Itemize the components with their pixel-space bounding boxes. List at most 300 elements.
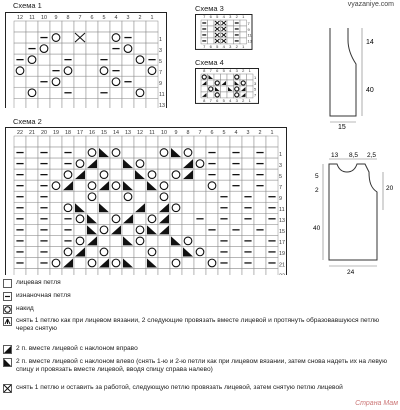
- chart-cell: [74, 87, 86, 98]
- column-number: 3: [235, 68, 238, 73]
- right-slant-decrease-icon: [3, 345, 12, 354]
- chart-cell: [122, 246, 134, 257]
- chart-cell: [146, 202, 158, 213]
- chart-cell: [86, 43, 98, 54]
- legend-text-k2tog-left: 2 п. вместе лицевой с наклоном влево (снять 1-ю и 2-ю петли как при лицевом вязании, затем снова надеть их на левую спицу и провязать вместе лицевой, вводя спицу справа налево): [16, 358, 388, 373]
- chart-cell: [254, 235, 266, 246]
- chart-cell: [208, 20, 215, 26]
- column-number: 1: [150, 15, 154, 21]
- column-number: 5: [222, 97, 225, 103]
- chart-cell: [122, 98, 134, 108]
- chart-cell: [158, 169, 170, 180]
- column-number: 1: [242, 14, 245, 19]
- column-number: 21: [29, 130, 35, 136]
- chart-cell: [247, 86, 254, 92]
- scheme-4-title: Схема 4: [195, 58, 224, 67]
- chart-cell: [242, 268, 254, 275]
- chart-cell: [26, 169, 38, 180]
- chart-cell: [50, 202, 62, 213]
- legend-text-yarn-over: накид: [16, 305, 34, 312]
- chart-cell: [86, 169, 98, 180]
- row-number: 7: [159, 69, 162, 76]
- chart-cell: [158, 257, 170, 268]
- row-number: 3: [279, 162, 282, 169]
- chart-cell: [230, 257, 242, 268]
- chart-cell: [26, 147, 38, 158]
- row-number: 5: [159, 58, 162, 65]
- chart-cell: [158, 235, 170, 246]
- chart-cell: [134, 147, 146, 158]
- chart-cell: [14, 136, 26, 147]
- chart-cell: [74, 65, 86, 76]
- column-number: 11: [149, 130, 155, 136]
- chart-cell: [86, 76, 98, 87]
- column-number: 7: [209, 97, 212, 103]
- row-number: 19: [279, 251, 285, 258]
- chart-cell: [254, 136, 266, 147]
- garment-outline-1: [318, 20, 378, 130]
- row-number: 13: [159, 103, 165, 108]
- row-number: 1: [159, 36, 162, 43]
- chart-cell: [86, 246, 98, 257]
- chart-cell: [98, 191, 110, 202]
- chart-cell: [214, 74, 221, 80]
- chart-cell: [110, 169, 122, 180]
- chart-cell: [134, 32, 146, 43]
- chart-cell: [254, 257, 266, 268]
- column-number: 7: [203, 14, 206, 19]
- legend-text-double-decrease: снять 1 петлю как при лицевом вязании, 2 следующие провязать вместе лицевой и протянуть образовавшуюся петлю через снятую: [16, 317, 380, 332]
- chart-cell: [146, 235, 158, 246]
- column-number: 19: [53, 130, 59, 136]
- chart-cell: [218, 136, 230, 147]
- chart-cell: [254, 202, 266, 213]
- chart-cell: [26, 235, 38, 246]
- column-number: 1: [248, 97, 251, 103]
- chart-cell: [50, 147, 62, 158]
- column-number: 6: [216, 97, 219, 103]
- chart-cell: [221, 86, 228, 92]
- chart-cell: [208, 80, 215, 86]
- chart-cell: [218, 268, 230, 275]
- garment-outline-2: [313, 150, 397, 278]
- row-number: [279, 273, 285, 275]
- chart-cell: [62, 98, 74, 108]
- chart-cell: [266, 169, 278, 180]
- column-number: 5: [222, 130, 226, 136]
- chart-cell: [206, 246, 218, 257]
- column-number: 4: [114, 15, 118, 21]
- chart-cell: [158, 158, 170, 169]
- chart-cell: [122, 21, 134, 32]
- chart-cell: [242, 224, 254, 235]
- legend-item-k2tog-right: [3, 345, 388, 354]
- chart-cell: [170, 268, 182, 275]
- chart-cell: [50, 87, 62, 98]
- chart-cell: [254, 191, 266, 202]
- chart-cell: [98, 21, 110, 32]
- chart-cell: [201, 86, 208, 92]
- chart-cell: [74, 98, 86, 108]
- chart-cell: [50, 246, 62, 257]
- chart-cell: [194, 147, 206, 158]
- chart-cell: [74, 268, 86, 275]
- chart-cell: [208, 26, 215, 32]
- column-number: 11: [29, 15, 35, 21]
- column-number: 18: [65, 130, 71, 136]
- chart-cell: [14, 76, 26, 87]
- chart-cell: [170, 136, 182, 147]
- chart-cell: [74, 180, 86, 191]
- column-number: 2: [242, 68, 245, 73]
- column-number: 6: [210, 130, 214, 136]
- chart-cell: [158, 136, 170, 147]
- chart-cell: [230, 246, 242, 257]
- chart-cell: [170, 158, 182, 169]
- chart-cell: [146, 87, 158, 98]
- knit-stitch-icon: [3, 279, 12, 288]
- chart-cell: [98, 32, 110, 43]
- chart-cell: [146, 191, 158, 202]
- chart-cell: [14, 32, 26, 43]
- chart-cell: [227, 80, 234, 86]
- chart-cell: [218, 147, 230, 158]
- legend-text-cross: снять 1 петлю и оставить за работой, следующую петлю провязать лицевой, затем снятую петлю лицевой: [16, 384, 343, 391]
- chart-cell: [38, 98, 50, 108]
- column-number: 14: [113, 130, 119, 136]
- column-number: 12: [17, 15, 23, 21]
- site-name: vyazaniye.com: [347, 1, 394, 8]
- chart-cell: [170, 213, 182, 224]
- outline1-label-1: 40: [366, 87, 374, 94]
- chart-cell: [26, 158, 38, 169]
- purl-stitch-icon: [3, 292, 12, 301]
- outline1-label-2: 15: [338, 124, 346, 130]
- outline2-label-0: 13: [331, 152, 339, 159]
- chart-cell: [227, 86, 234, 92]
- scheme-1-chart: [5, 12, 181, 108]
- chart-cell: [218, 169, 230, 180]
- column-number: 2: [235, 14, 238, 19]
- scheme-3-title: Схема 3: [195, 4, 224, 13]
- column-number: 6: [209, 43, 212, 49]
- column-number: 15: [101, 130, 107, 136]
- scheme-1-title: Схема 1: [13, 1, 42, 10]
- row-number: 11: [247, 32, 252, 38]
- chart-cell: [266, 136, 278, 147]
- column-number: 2: [258, 130, 262, 136]
- chart-cell: [266, 180, 278, 191]
- chart-cell: [218, 224, 230, 235]
- chart-cell: [122, 147, 134, 158]
- chart-cell: [74, 21, 86, 32]
- outline2-label-2: 2,5: [367, 152, 377, 159]
- chart-cell: [134, 21, 146, 32]
- column-number: 1: [270, 130, 274, 136]
- column-number: 2: [235, 43, 238, 49]
- chart-cell: [62, 43, 74, 54]
- chart-cell: [110, 246, 122, 257]
- column-number: 5: [222, 68, 225, 73]
- chart-cell: [110, 268, 122, 275]
- left-slant-decrease-icon: [3, 358, 12, 367]
- outline2-label-5: 20: [386, 185, 394, 192]
- chart-cell: [122, 87, 134, 98]
- row-number: 21: [279, 262, 285, 269]
- column-number: 16: [89, 130, 95, 136]
- chart-cell: [206, 268, 218, 275]
- chart-cell: [38, 136, 50, 147]
- chart-cell: [194, 202, 206, 213]
- chart-cell: [206, 136, 218, 147]
- chart-cell: [26, 268, 38, 275]
- chart-cell: [206, 235, 218, 246]
- chart-cell: [170, 180, 182, 191]
- chart-cell: [194, 268, 206, 275]
- chart-cell: [74, 191, 86, 202]
- chart-cell: [170, 191, 182, 202]
- row-number: 5: [279, 173, 282, 180]
- chart-cell: [230, 268, 242, 275]
- scheme-3-chart: [195, 14, 255, 54]
- chart-cell: [230, 235, 242, 246]
- chart-cell: [86, 21, 98, 32]
- chart-cell: [227, 20, 234, 26]
- chart-cell: [26, 257, 38, 268]
- chart-cell: [98, 76, 110, 87]
- chart-cell: [50, 158, 62, 169]
- chart-cell: [122, 54, 134, 65]
- chart-cell: [218, 180, 230, 191]
- chart-cell: [206, 191, 218, 202]
- column-number: 8: [66, 15, 70, 21]
- outline2-label-3: 5: [315, 173, 319, 180]
- chart-cell: [26, 213, 38, 224]
- chart-cell: [50, 54, 62, 65]
- row-number: 9: [279, 196, 282, 203]
- chart-cell: [50, 21, 62, 32]
- chart-cell: [110, 158, 122, 169]
- column-number: 4: [229, 97, 232, 103]
- column-number: 2: [138, 15, 142, 21]
- chart-cell: [14, 268, 26, 275]
- column-number: 3: [235, 97, 238, 103]
- chart-cell: [74, 54, 86, 65]
- chart-cell: [182, 180, 194, 191]
- column-number: 9: [54, 15, 58, 21]
- chart-cell: [50, 235, 62, 246]
- chart-cell: [230, 191, 242, 202]
- chart-cell: [122, 65, 134, 76]
- chart-cell: [146, 158, 158, 169]
- chart-cell: [247, 74, 254, 80]
- chart-cell: [86, 202, 98, 213]
- legend-item-double-decrease: [3, 317, 388, 333]
- row-number: 3: [159, 47, 162, 54]
- chart-cell: [122, 202, 134, 213]
- chart-cell: [134, 257, 146, 268]
- chart-cell: [122, 136, 134, 147]
- chart-cell: [86, 268, 98, 275]
- chart-cell: [247, 80, 254, 86]
- chart-cell: [74, 43, 86, 54]
- chart-cell: [62, 21, 74, 32]
- chart-cell: [50, 98, 62, 108]
- column-number: 8: [186, 130, 190, 136]
- chart-cell: [110, 98, 122, 108]
- chart-cell: [134, 180, 146, 191]
- chart-cell: [50, 213, 62, 224]
- chart-cell: [26, 65, 38, 76]
- chart-cell: [146, 147, 158, 158]
- chart-cell: [254, 268, 266, 275]
- chart-cell: [254, 213, 266, 224]
- chart-cell: [146, 21, 158, 32]
- chart-cell: [134, 136, 146, 147]
- column-number: 3: [126, 15, 130, 21]
- chart-cell: [86, 32, 98, 43]
- chart-cell: [110, 136, 122, 147]
- column-number: 4: [222, 14, 225, 19]
- chart-cell: [86, 54, 98, 65]
- chart-cell: [50, 268, 62, 275]
- chart-cell: [170, 224, 182, 235]
- column-number: 6: [90, 15, 94, 21]
- column-number: 1: [242, 43, 245, 49]
- chart-cell: [50, 136, 62, 147]
- chart-cell: [110, 21, 122, 32]
- chart-cell: [110, 202, 122, 213]
- outline2-label-6: 40: [313, 225, 321, 232]
- chart-cell: [62, 136, 74, 147]
- column-number: 7: [203, 43, 206, 49]
- chart-cell: [62, 268, 74, 275]
- chart-cell: [74, 224, 86, 235]
- row-number: 13: [247, 38, 252, 44]
- chart-cell: [74, 136, 86, 147]
- chart-cell: [110, 235, 122, 246]
- column-number: 1: [248, 68, 251, 73]
- chart-cell: [26, 191, 38, 202]
- chart-cell: [110, 87, 122, 98]
- column-number: 3: [229, 43, 232, 49]
- column-number: 4: [222, 43, 225, 49]
- scheme-4-chart: [195, 68, 265, 108]
- chart-cell: [62, 191, 74, 202]
- chart-cell: [182, 257, 194, 268]
- column-number: 4: [234, 130, 238, 136]
- column-number: 10: [41, 15, 47, 21]
- chart-cell: [14, 21, 26, 32]
- chart-cell: [146, 43, 158, 54]
- chart-cell: [110, 191, 122, 202]
- chart-cell: [240, 74, 247, 80]
- chart-cell: [242, 169, 254, 180]
- chart-cell: [242, 158, 254, 169]
- column-number: 7: [198, 130, 202, 136]
- chart-cell: [266, 224, 278, 235]
- chart-cell: [50, 191, 62, 202]
- chart-cell: [240, 20, 247, 26]
- outline1-label-0: 14: [366, 39, 374, 46]
- chart-cell: [214, 86, 221, 92]
- column-number: 7: [209, 68, 212, 73]
- scheme-2-title: Схема 2: [13, 117, 42, 126]
- chart-cell: [74, 257, 86, 268]
- chart-cell: [122, 169, 134, 180]
- column-number: 17: [77, 130, 83, 136]
- chart-cell: [38, 268, 50, 275]
- chart-cell: [122, 268, 134, 275]
- column-number: 8: [203, 68, 206, 73]
- chart-cell: [182, 136, 194, 147]
- legend-text-k2tog-right: 2 п. вместе лицевой с наклоном вправо: [16, 345, 138, 352]
- chart-cell: [266, 158, 278, 169]
- column-number: 6: [216, 68, 219, 73]
- chart-cell: [74, 147, 86, 158]
- column-number: 13: [125, 130, 131, 136]
- chart-cell: [98, 158, 110, 169]
- chart-cell: [194, 169, 206, 180]
- column-number: 10: [161, 130, 167, 136]
- column-number: 6: [209, 14, 212, 19]
- chart-cell: [182, 224, 194, 235]
- chart-cell: [134, 191, 146, 202]
- row-number: 9: [247, 26, 250, 32]
- row-number: 7: [254, 92, 257, 98]
- chart-cell: [26, 246, 38, 257]
- watermark: Страна Мам: [355, 400, 398, 407]
- row-number: 17: [279, 240, 285, 247]
- chart-cell: [266, 147, 278, 158]
- chart-cell: [208, 74, 215, 80]
- chart-cell: [182, 191, 194, 202]
- chart-cell: [146, 98, 158, 108]
- row-number: 13: [279, 218, 285, 225]
- row-number: 1: [279, 151, 282, 158]
- chart-cell: [194, 257, 206, 268]
- outline2-label-7: 24: [347, 269, 355, 276]
- chart-cell: [230, 213, 242, 224]
- chart-cell: [26, 136, 38, 147]
- legend-text-purl: изнаночная петля: [16, 292, 71, 299]
- column-number: 20: [41, 130, 47, 136]
- chart-cell: [98, 98, 110, 108]
- chart-cell: [227, 74, 234, 80]
- chart-cell: [134, 98, 146, 108]
- yarn-over-icon: [3, 305, 12, 314]
- column-number: 8: [203, 97, 206, 103]
- column-number: 2: [242, 97, 245, 103]
- chart-cell: [194, 136, 206, 147]
- chart-cell: [146, 268, 158, 275]
- chart-cell: [227, 26, 234, 32]
- chart-cell: [38, 54, 50, 65]
- chart-cell: [50, 43, 62, 54]
- chart-cell: [254, 246, 266, 257]
- column-number: 5: [216, 14, 219, 19]
- chart-cell: [170, 246, 182, 257]
- row-number: 5: [254, 86, 257, 92]
- chart-cell: [134, 43, 146, 54]
- row-number: 9: [159, 81, 162, 88]
- chart-cell: [26, 32, 38, 43]
- chart-cell: [240, 86, 247, 92]
- chart-cell: [98, 136, 110, 147]
- chart-cell: [146, 76, 158, 87]
- scheme-2-chart: [5, 127, 311, 275]
- row-number: 15: [279, 229, 285, 236]
